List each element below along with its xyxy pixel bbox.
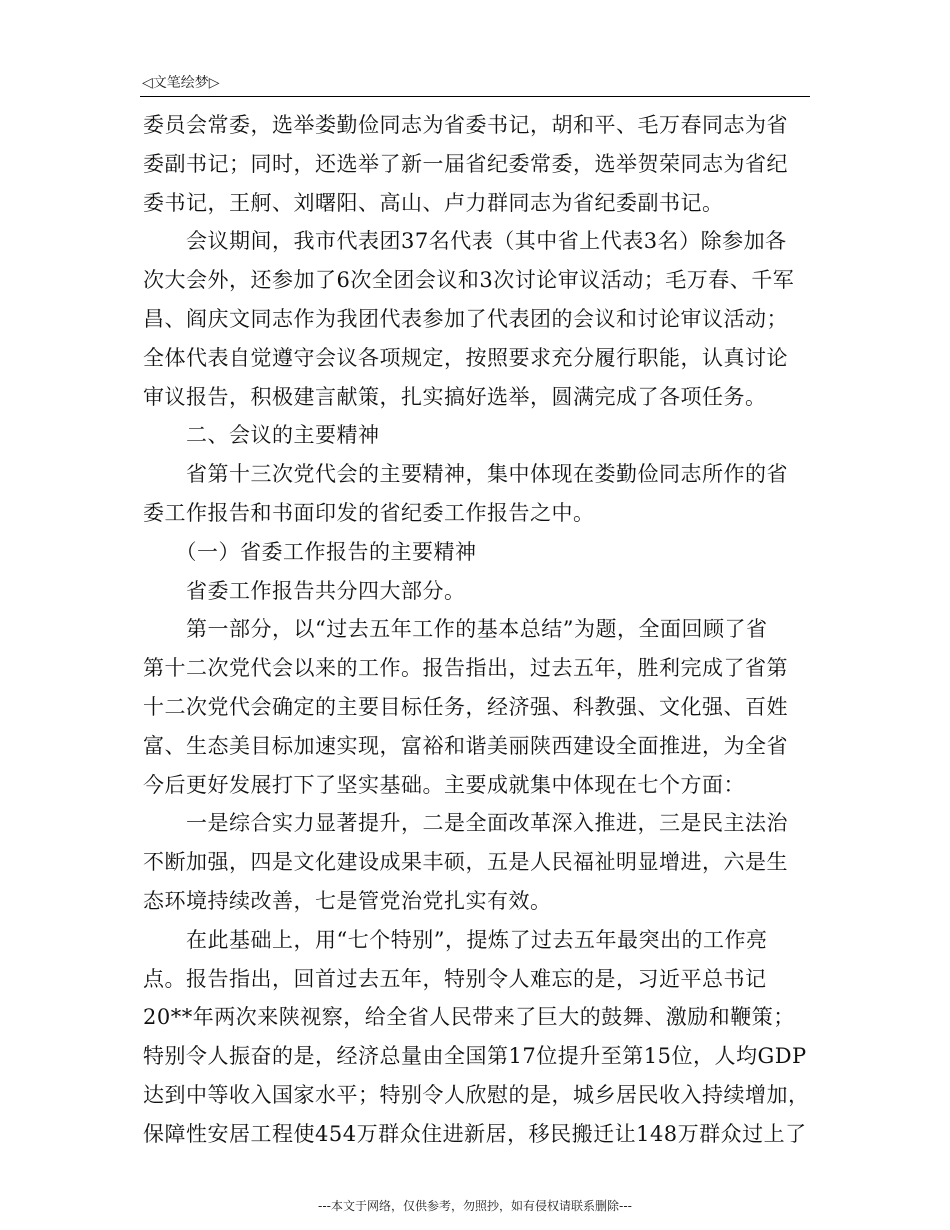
text-line: 委副书记；同时，还选举了新一届省纪委常委，选举贺荣同志为省纪 <box>143 151 788 176</box>
text-line: 保障性安居工程使454万群众住进新居，移民搬迁让148万群众过上了 <box>143 1121 807 1146</box>
page-footer: ---本文于网络，仅供参考，勿照抄，如有侵权请联系删除--- <box>318 1199 632 1213</box>
text-line: 第一部分，以“过去五年工作的基本总结”为题，全面回顾了省 <box>143 617 768 642</box>
text-line: 省第十三次党代会的主要精神，集中体现在娄勤俭同志所作的省 <box>143 462 788 487</box>
text-line: 会议期间，我市代表团37名代表（其中省上代表3名）除参加各 <box>143 229 787 254</box>
page-header <box>140 70 810 96</box>
text-line: 省委工作报告共分四大部分。 <box>143 578 466 603</box>
text-line: 一是综合实力显著提升，二是全面改革深入推进，三是民主法治 <box>143 811 788 836</box>
text-line: 委员会常委，选举娄勤俭同志为省委书记，胡和平、毛万春同志为省 <box>143 113 788 137</box>
text-line: 富、生态美目标加速实现，富裕和谐美丽陕西建设全面推进，为全省 <box>143 733 788 758</box>
document-body <box>143 106 813 1154</box>
text-line: 审议报告，积极建言献策，扎实搞好选举，圆满完成了各项任务。 <box>143 384 767 409</box>
subsection-heading: （一）省委工作报告的主要精神 <box>143 539 477 564</box>
text-line: 次大会外，还参加了6次全团会议和3次讨论审议活动；毛万春、千军 <box>143 268 795 293</box>
text-line: 十二次党代会确定的主要目标任务，经济强、科教强、文化强、百姓 <box>143 694 788 719</box>
text-line: 委工作报告和书面印发的省纪委工作报告之中。 <box>143 500 595 525</box>
text-line: 今后更好发展打下了坚实基础。主要成就集中体现在七个方面： <box>143 772 745 797</box>
text-line: 不断加强，四是文化建设成果丰硕，五是人民福祉明显增进，六是生 <box>143 850 788 875</box>
text-line: 点。报告指出，回首过去五年，特别令人难忘的是，习近平总书记 <box>143 966 767 991</box>
text-line: 全体代表自觉遵守会议各项规定，按照要求充分履行职能，认真讨论 <box>143 345 788 370</box>
text-line: 昌、阎庆文同志作为我团代表参加了代表团的会议和讨论审议活动； <box>143 306 788 331</box>
text-line: 20**年两次来陕视察，给全省人民带来了巨大的鼓舞、激励和鞭策； <box>143 1005 795 1030</box>
text-line: 态环境持续改善，七是管党治党扎实有效。 <box>143 888 552 913</box>
text-line: 第十二次党代会以来的工作。报告指出，过去五年，胜利完成了省第 <box>143 656 788 681</box>
text-line: 委书记，王舸、刘曙阳、高山、卢力群同志为省纪委副书记。 <box>143 190 724 215</box>
header-rule <box>140 96 810 97</box>
text-line: 达到中等收入国家水平；特别令人欣慰的是，城乡居民收入持续增加， <box>143 1082 810 1107</box>
header-label: ◁文笔绘梦▷ <box>142 75 220 91</box>
text-line: 特别令人振奋的是，经济总量由全国第17位提升至第15位，人均GDP <box>143 1044 807 1069</box>
section-heading: 二、会议的主要精神 <box>143 423 380 448</box>
text-line: 在此基础上，用“七个特别”，提炼了过去五年最突出的工作亮 <box>143 927 768 952</box>
